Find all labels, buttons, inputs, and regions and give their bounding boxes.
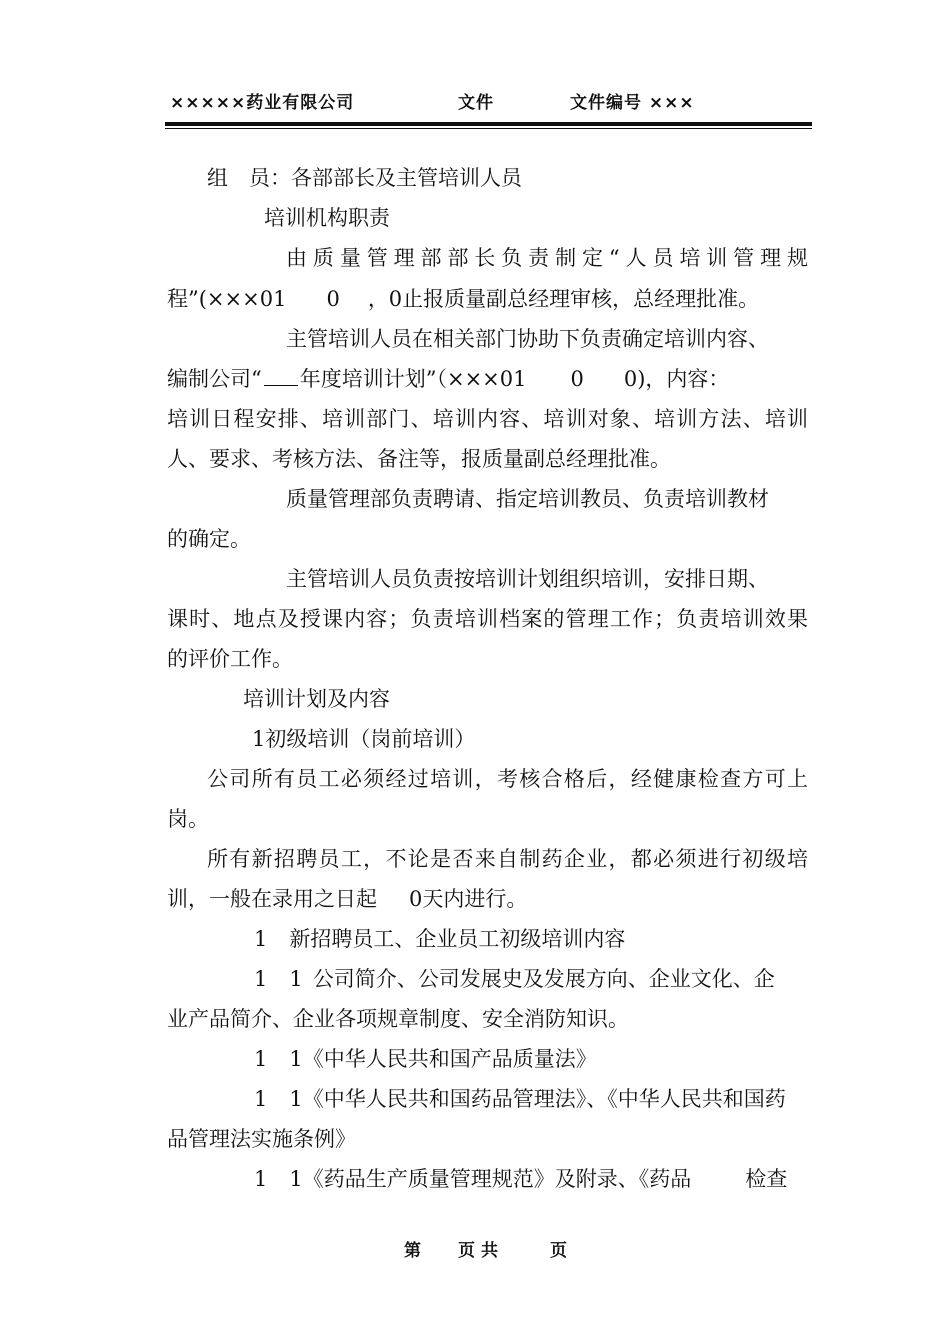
text-segment: 1《药品生产质量管理规范》及附录、《药品 — [289, 1167, 692, 1191]
document-header — [170, 88, 810, 118]
text-segment: 新招聘员工、企业员工初级培训内容 — [289, 927, 626, 951]
header-rule-thick — [165, 122, 812, 126]
section-heading-plan: 培训计划及内容 — [243, 687, 390, 711]
blank-underline — [264, 367, 298, 386]
text-segment: ，0止报质量副总经理审核，总经理批准。 — [367, 287, 760, 311]
text-segment: 编制公司“ — [167, 367, 262, 391]
item-number: 1 — [289, 967, 303, 991]
paragraph-line: 培训日程安排、培训部门、培训内容、培训对象、培训方法、培训 — [167, 407, 808, 431]
paragraph-line: 所有新招聘员工，不论是否来自制药企业，都必须进行初级培 — [207, 847, 808, 871]
item-line — [254, 1164, 787, 1194]
text-segment: 检查 — [745, 1167, 788, 1191]
item-number: 1 — [254, 1167, 268, 1191]
text-segment: 1《中华人民共和国药品管理法》、《中华人民共和国药 — [289, 1087, 786, 1111]
paragraph-line: 的评价工作。 — [167, 647, 293, 671]
paragraph-line: 由质量管理部部长负责制定“人员培训管理规 — [286, 246, 808, 270]
text-segment: 训，一般在录用之日起 — [167, 887, 377, 911]
text-segment: 0)，内容： — [623, 367, 730, 391]
paragraph-line: 人、要求、考核方法、备注等，报质量副总经理批准。 — [167, 447, 671, 471]
footer-page-total-label: 页共 — [458, 1241, 504, 1261]
text-segment: 0天内进行。 — [409, 887, 528, 911]
item-number: 1 — [254, 927, 268, 951]
paragraph-line: 的确定。 — [167, 527, 251, 551]
text-segment: 年度培训计划”（×××01 — [299, 367, 527, 391]
paragraph-line: 质量管理部负责聘请、指定培训教员、负责培训教材 — [286, 487, 769, 511]
doc-number: 文件编号 ××× — [570, 93, 695, 113]
doc-type: 文件 — [458, 93, 494, 113]
text-segment: 0 — [570, 367, 584, 391]
paragraph-line: 课时、地点及授课内容；负责培训档案的管理工作；负责培训效果 — [167, 607, 808, 631]
item-line — [254, 924, 625, 954]
paragraph-line: 业产品简介、企业各项规章制度、安全消防知识。 — [167, 1007, 629, 1031]
paragraph-line — [167, 884, 527, 914]
paragraph-line: 主管培训人员负责按培训计划组织培训，安排日期、 — [286, 567, 769, 591]
header-rule-thin — [165, 128, 812, 129]
company-name: ×××××药业有限公司 — [170, 93, 355, 113]
members-line: 组 员：各部部长及主管培训人员 — [207, 166, 522, 190]
item-line — [254, 1044, 597, 1074]
footer-page-suffix: 页 — [550, 1241, 567, 1261]
item-number: 1 — [254, 967, 268, 991]
paragraph-line — [167, 284, 759, 314]
text-segment: 0 — [326, 287, 340, 311]
paragraph-line: 公司所有员工必须经过培训，考核合格后，经健康检查方可上 — [207, 767, 808, 791]
paragraph-line: 品管理法实施条例》 — [167, 1127, 356, 1151]
item-number: 1 — [254, 1047, 268, 1071]
paragraph-line — [167, 364, 729, 394]
footer-page-label: 第 — [404, 1241, 421, 1261]
text-segment: 程”(×××01 — [167, 287, 287, 311]
item-line — [254, 1084, 786, 1114]
subsection-heading: 1初级培训（岗前培训） — [252, 727, 476, 751]
paragraph-line: 岗。 — [167, 807, 209, 831]
item-line — [254, 964, 775, 994]
text-segment: 1《中华人民共和国产品质量法》 — [289, 1047, 597, 1071]
item-number: 1 — [254, 1087, 268, 1111]
section-heading-duties: 培训机构职责 — [264, 206, 390, 230]
paragraph-line: 主管培训人员在相关部门协助下负责确定培训内容、 — [286, 327, 769, 351]
text-segment: 公司简介、公司发展史及发展方向、企业文化、企 — [312, 967, 775, 991]
